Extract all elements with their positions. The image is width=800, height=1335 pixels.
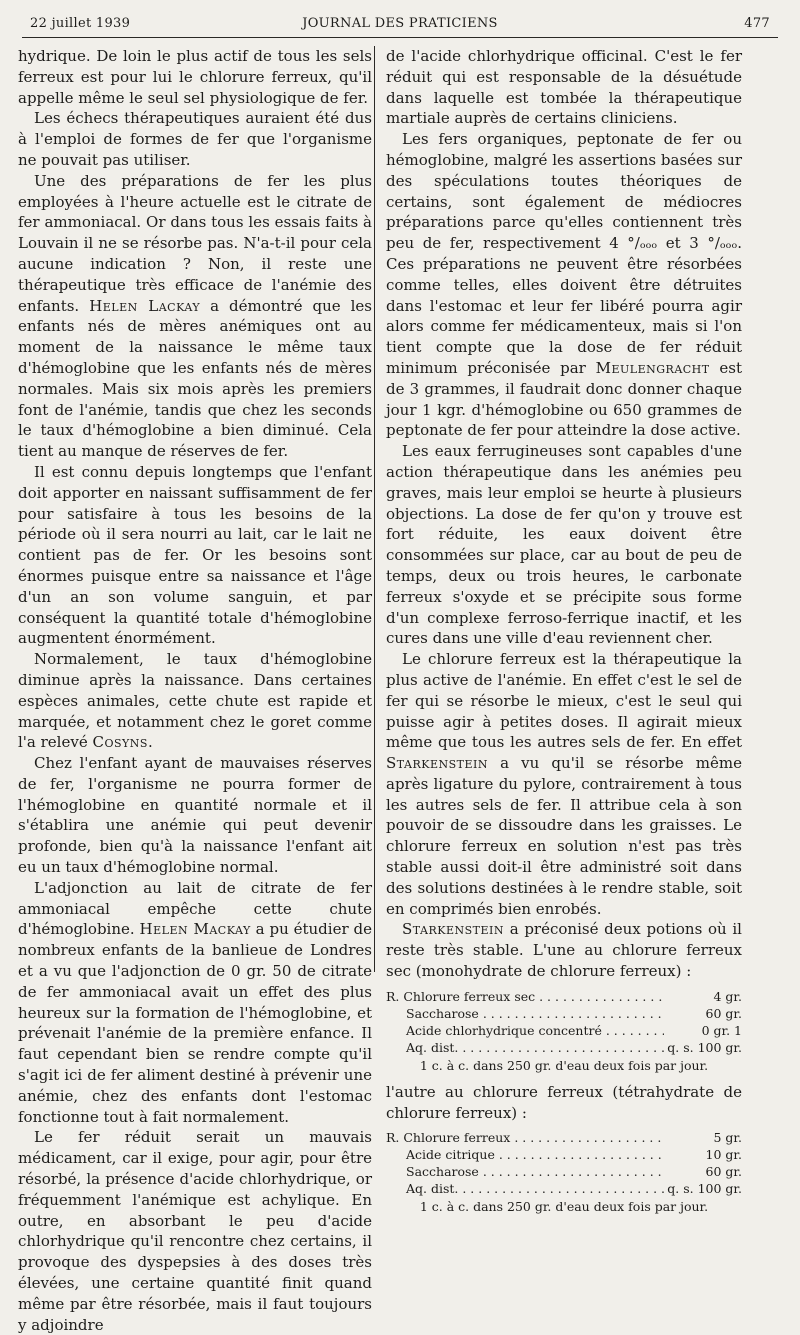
running-header (30, 16, 770, 38)
paragraph: Chez l'enfant ayant de mauvaises réserves de fer, l'organisme ne pourra former de l'hémoglobine en quantité normale et il s'établira une anémie qui peut devenir profonde, bien qu'à la naissance l'enfant ait eu un taux d'hémoglobine normal. (18, 754, 372, 877)
prescription-line (386, 1163, 742, 1180)
text-run: . (147, 733, 153, 752)
ingredient-qty: 60 gr. (705, 1164, 742, 1180)
text-run: Le chlorure ferreux est la thérapeutique la plus active de l'anémie. En effet c'est le sel de fer qui se résorbe le mieux, c'est le seul qui puisse agir à petites doses. Il agirait mieux même que tous les autres sels de fer. En effet (386, 650, 742, 752)
header-rule (22, 37, 778, 38)
right-column (386, 46, 742, 1223)
ingredient-qty: 10 gr. (705, 1147, 742, 1163)
text-run: a démontré que les enfants nés de mères anémiques ont au moment de la naissance le même taux d'hémoglobine que les enfants nés de mères normales. Mais six mois après les premiers font de l'anémie, tandis que chez les seconds le taux d'hémoglobine a bien diminué. Cela tient au manque de réserves de fer. (18, 296, 372, 461)
header-date: 22 juillet 1939 (30, 16, 131, 31)
paragraph: Le fer réduit serait un mauvais médicament, car il exige, pour agir, pour être résorbé, la présence d'acide chlorhydrique, or fréquemment l'anémique est achylique. En outre, en absorbant le peu d'acide chlorhydrique qu'il rencontre chez certains, il provoque des dyspepsies à des doses très élevées, une certaine quantité finit quand même par être résorbée, mais il faut toujours y adjoindre (18, 1128, 372, 1334)
ingredient-name: Saccharose . . . (386, 1005, 664, 1022)
paragraph (386, 919, 742, 981)
paragraph: Il est connu depuis longtemps que l'enfant doit apporter en naissant suffisamment de fer pour satisfaire à tous les besoins de la période où il sera nourri au lait, car le lait ne contient pas de fer. Or les besoins sont énormes puisque entre sa naissance et l'âge d'un an son volume sanguin, et par conséquent la quantité totale d'hémoglobine augmentent énormément. (18, 462, 372, 648)
paragraph: l'autre au chlorure ferreux (tétrahydrate de chlorure ferreux) : (386, 1082, 742, 1122)
text-run: Une des préparations de fer les plus employées à l'heure actuelle est le citrate de fer ammoniacal. Or dans tous les essais faits à Louvain il ne se résorbe pas. N'a-t-il pour cela aucune indication ? Non, il reste une thérapeutique très efficace de l'anémie des enfants. (18, 171, 372, 315)
prescription-line (386, 1146, 742, 1163)
paragraph (18, 878, 372, 1128)
ingredient-name: Aq. dist. . . . (386, 1039, 664, 1056)
left-column (18, 46, 372, 1335)
text-run: a préconisé deux potions où il reste très stable. L'une au chlorure ferreux sec (monohydrate de chlorure ferreux) : (386, 920, 742, 981)
ingredient-name: R. Chlorure ferreux sec . . . (386, 988, 664, 1005)
ingredient-qty: 4 gr. (713, 988, 742, 1004)
ingredient-name: Saccharose . . . (386, 1163, 664, 1180)
prescription-1 (386, 988, 742, 1074)
author-name: Starkenstein (386, 754, 488, 773)
prescription-line (386, 1005, 742, 1022)
page-number: 477 (744, 16, 770, 31)
ingredient-name: Aq. dist. . . . (386, 1180, 664, 1197)
author-name: Starkenstein (402, 920, 504, 939)
paragraph (18, 171, 372, 462)
prescription-line (386, 1022, 742, 1039)
paragraph (386, 129, 742, 441)
prescription-line (386, 1129, 742, 1146)
column-divider (374, 46, 375, 972)
prescription-2 (386, 1129, 742, 1215)
author-name: Helen Lackay (89, 296, 201, 315)
ingredient-qty: 0 gr. 1 (701, 1022, 742, 1038)
dosage-note: 1 c. à c. dans 250 gr. d'eau deux fois par jour. (419, 1057, 709, 1073)
text-run: L'adjonction au lait de citrate de fer ammoniacal empêche cette chute d'hémoglobine. (18, 878, 372, 939)
ingredient-name: Acide citrique . . . (386, 1146, 664, 1163)
prescription-line (386, 1039, 742, 1056)
ingredient-qty: q. s. 100 gr. (667, 1181, 742, 1197)
paragraph: Les échecs thérapeutiques auraient été dus à l'emploi de formes de fer que l'organisme ne pouvait pas utiliser. (18, 109, 372, 169)
dosage-note: 1 c. à c. dans 250 gr. d'eau deux fois par jour. (419, 1199, 709, 1215)
text-run: Les fers organiques, peptonate de fer ou hémoglobine, malgré les assertions basées sur des spéculations toutes théoriques de certains, sont également de médiocres préparations parce qu'elles contiennent très peu de fer, respectivement 4 °/ₒₒₒ et 3 °/ₒₒₒ. Ces préparations ne peuvent être résorbées comme telles, elles doivent être détruites dans l'estomac et leur fer libéré pourra agir alors comme fer médicamenteux, mais si l'on tient compte que la dose de fer réduit minimum préconisée par (386, 130, 742, 377)
author-name: Cosyns (92, 733, 148, 752)
text-run: a pu étudier de nombreux enfants de la banlieue de Londres et a vu que l'adjonction de 0 gr. 50 de citrate de fer ammoniacal avait un effet des plus heureux sur la formation de l'hémoglobine, et prévenait l'anémie de la première enfance. Il faut cependant bien se rendre compte qu'il s'agit ici de fer aliment destiné à prévenir une anémie, chez des enfants dont l'estomac fonctionne tout à fait normalement. (18, 920, 372, 1126)
ingredient-qty: q. s. 100 gr. (667, 1039, 742, 1055)
author-name: Helen Mackay (139, 920, 251, 939)
prescription-line (386, 1180, 742, 1197)
ingredient-qty: 60 gr. (705, 1005, 742, 1021)
paragraph: Les eaux ferrugineuses sont capables d'une action thérapeutique dans les anémies peu graves, mais leur emploi se heurte à plusieurs objections. La dose de fer qu'on y trouve est fort réduite, les eaux doivent être consommées sur place, car au bout de peu de temps, deux ou trois heures, le carbonate ferreux s'oxyde et se précipite sous forme d'un complexe ferroso-ferrique inactif, et les cures dans une ville d'eau reviennent cher. (386, 442, 742, 648)
paragraph (386, 649, 742, 919)
paragraph (18, 649, 372, 753)
author-name: Meulengracht (595, 358, 710, 377)
ingredient-name: R. Chlorure ferreux . . . (386, 1129, 664, 1146)
text-run: a vu qu'il se résorbe même après ligature du pylore, contrairement à tous les autres sels de fer. Il attribue cela à son pouvoir de se dissoudre dans les graisses. Le chlorure ferreux en solution n'est pas très stable aussi doit-il être administré soit dans des solutions destinées à le rendre stable, soit en comprimés bien enrobés. (386, 754, 742, 918)
text-run: est de 3 grammes, il faudrait donc donner chaque jour 1 kgr. d'hémoglobine ou 650 grammes de peptonate de fer pour atteindre la dose active. (386, 358, 742, 440)
prescription-line (386, 988, 742, 1005)
paragraph: hydrique. De loin le plus actif de tous les sels ferreux est pour lui le chlorure ferreux, qu'il appelle même le seul sel physiologique de fer. (18, 47, 372, 107)
ingredient-qty: 5 gr. (713, 1130, 742, 1146)
text-run: Normalement, le taux d'hémoglobine diminue après la naissance. Dans certaines espèces animales, cette chute est rapide et marquée, et notamment chez le goret comme l'a relevé (18, 650, 372, 752)
ingredient-name: Acide chlorhydrique concentré . . . (386, 1022, 664, 1039)
journal-title: JOURNAL DES PRATICIENS (302, 16, 498, 31)
paragraph: de l'acide chlorhydrique officinal. C'est le fer réduit qui est responsable de la désuétude dans laquelle est tombée la thérapeutique martiale auprès de certains cliniciens. (386, 47, 742, 128)
